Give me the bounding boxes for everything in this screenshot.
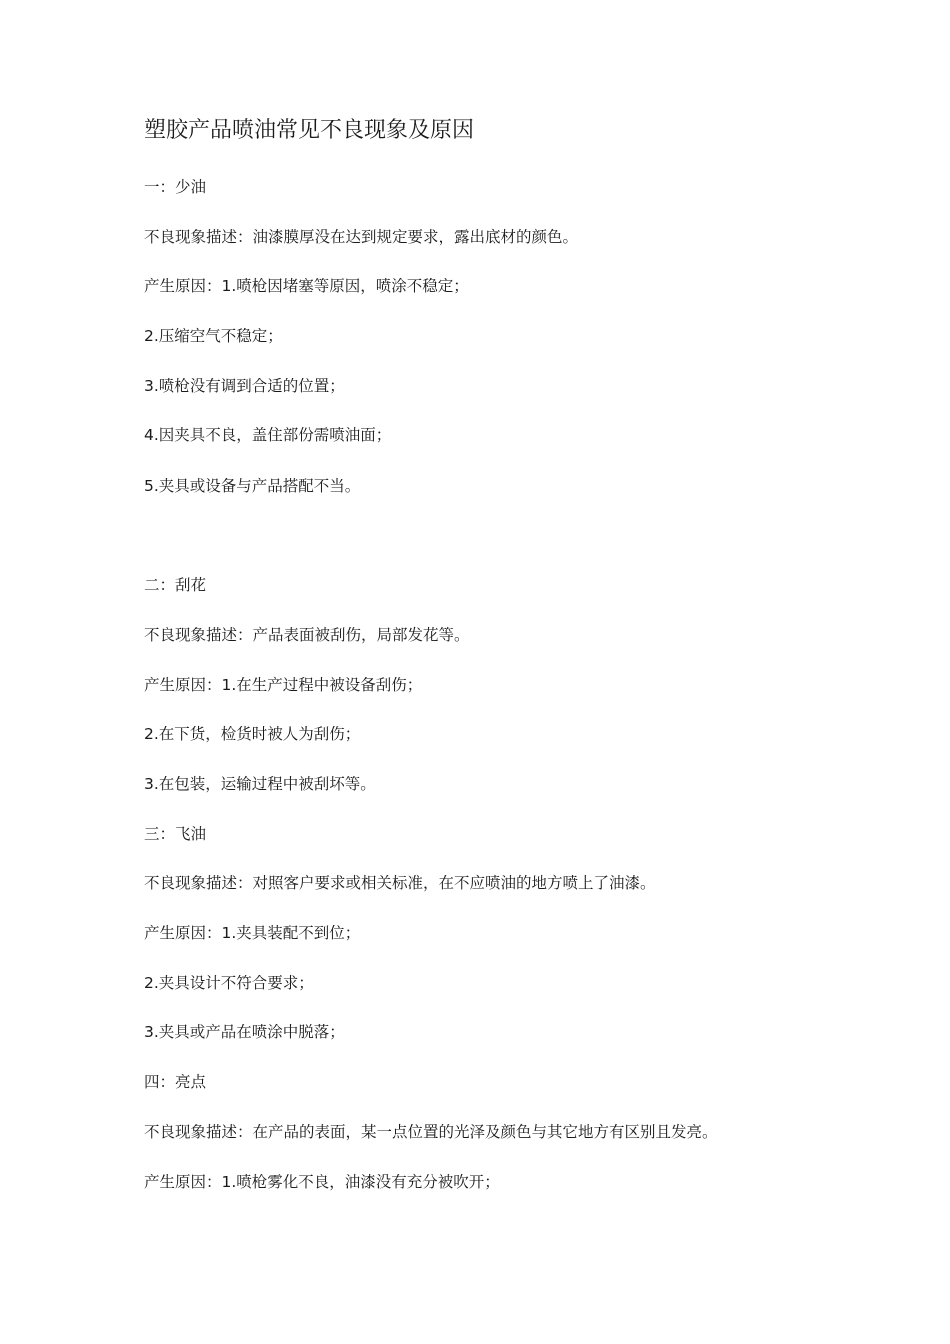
paragraph-line: 产生原因：1.喷枪因堵塞等原因，喷涂不稳定；: [144, 277, 469, 295]
paragraph-line: 3.在包装，运输过程中被刮坏等。: [144, 775, 376, 793]
paragraph-line: 产生原因：1.在生产过程中被设备刮伤；: [144, 676, 423, 694]
paragraph-line: 不良现象描述：对照客户要求或相关标准，在不应喷油的地方喷上了油漆。: [144, 874, 656, 892]
paragraph-line: 2.在下货，检货时被人为刮伤；: [144, 725, 361, 743]
section-heading-3: 三：飞油: [144, 825, 207, 843]
paragraph-line: 2.夹具设计不符合要求；: [144, 974, 314, 992]
section-heading-1: 一：少油: [144, 178, 207, 196]
section-heading-4: 四：亮点: [144, 1073, 207, 1091]
paragraph-line: 4.因夹具不良，盖住部份需喷油面；: [144, 426, 392, 444]
paragraph-line: 不良现象描述：在产品的表面，某一点位置的光泽及颜色与其它地方有区别且发亮。: [144, 1123, 718, 1141]
paragraph-line: 3.喷枪没有调到合适的位置；: [144, 377, 345, 395]
paragraph-line: 不良现象描述：产品表面被刮伤，局部发花等。: [144, 626, 470, 644]
paragraph-line: 不良现象描述：油漆膜厚没在达到规定要求，露出底材的颜色。: [144, 228, 579, 246]
paragraph-line: 2.压缩空气不稳定；: [144, 327, 283, 345]
paragraph-line: 产生原因：1.夹具装配不到位；: [144, 924, 361, 942]
section-heading-2: 二：刮花: [144, 576, 207, 594]
paragraph-line: 3.夹具或产品在喷涂中脱落；: [144, 1023, 345, 1041]
document-title: 塑胶产品喷油常见不良现象及原因: [144, 118, 475, 143]
paragraph-line: 5.夹具或设备与产品搭配不当。: [144, 477, 361, 495]
paragraph-line: 产生原因：1.喷枪雾化不良，油漆没有充分被吹开；: [144, 1173, 500, 1191]
